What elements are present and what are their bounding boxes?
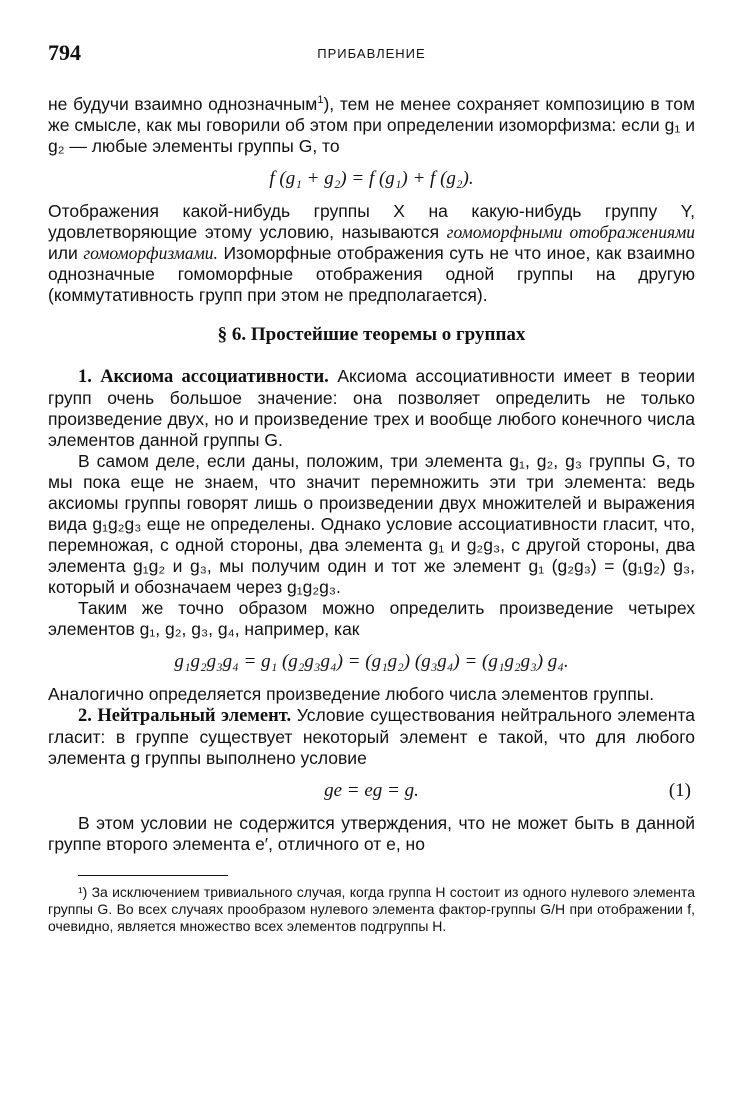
paragraph-1-text-a: не будучи взаимно однозначным (48, 93, 318, 114)
paragraph-2 (48, 201, 695, 306)
paragraph-associativity (48, 366, 695, 451)
term-homomorphic-mappings: гомоморфными отображениями (446, 221, 695, 242)
paragraph-1-text-b: ), тем не менее сохраняет композицию в том же смысле, как мы говорили об этом при определении изоморфизма: если g₁ и g₂ — любые элементы группы G, то (48, 93, 695, 156)
footnote-marker: 1 (317, 94, 324, 106)
paragraph-8: В этом условии не содержится утверждения, что не может быть в данной группе второго элемента e′, отличного от e, но (48, 812, 695, 854)
paragraph-5: Таким же точно образом можно определить произведение четырех элементов g₁, g₂, g₃, g₄, например, как (48, 597, 695, 639)
formula-four-product-expr: g₁g₂g₃g₄ = g₁ (g₂g₃g₄) = (g₁g₂) (g₃g₄) = (g₁g₂g₃) g₄. (174, 650, 569, 672)
paragraph-4: В самом деле, если даны, положим, три элемента g₁, g₂, g₃ группы G, то мы пока еще не знаем, что значит перемножить эти три элемента: ведь аксиомы группы говорят лишь о произведении двух множителей и выражения вида g₁g₂g₃ еще не определены. Однако условие ассоциативности гласит, что, перемножая, с одной стороны, два элемента g₁ и g₂g₃, с другой стороны, два элемента g₁g₂ и g₃, мы получим один и тот же элемент g₁ (g₂g₃) = (g₁g₂) g₃, который и обозначаем через g₁g₂g₃. (48, 450, 695, 597)
page-body (48, 90, 695, 935)
paragraph-2-text-c: Изоморфные отображения суть не что иное, как взаимно однозначные гомоморфные отображения одной группы на другую (коммутативность групп при этом не предполагается). (48, 242, 695, 305)
page-number: 794 (48, 40, 81, 65)
footnote-text: За исключением тривиального случая, когда группа H состоит из одного нулевого элемента группы G. Во всех случаях прообразом нулевого элемента фактор-группы G/H при отображении f, очевидно, является множество всех элементов подгруппы H. (48, 883, 695, 934)
paragraph-1 (48, 90, 695, 157)
page-header (48, 40, 695, 74)
paragraph-6: Аналогично определяется произведение любого числа элементов группы. (48, 683, 655, 704)
paragraph-neutral-text: Условие существования нейтрального элемента гласит: в группе существует некоторый элемент e такой, что для любого элемента g группы выполнено условие (48, 704, 695, 768)
formula-homomorphism-expr: f (g₁ + g₂) = f (g₁) + f (g₂). (269, 167, 474, 189)
formula-homomorphism (48, 167, 695, 191)
formula-neutral (48, 779, 695, 803)
running-head: ПРИБАВЛЕНИЕ (317, 46, 426, 61)
formula-four-product (48, 650, 695, 674)
paragraph-associativity-text: Аксиома ассоциативности имеет в теории групп очень большое значение: она позволяет определить не только произведение двух, но и произведение трех и вообще любого конечного числа элементов данной группы G. (48, 365, 695, 450)
paragraph-2-text-a: Отображения какой-нибудь группы X на какую-нибудь группу Y, удовлетворяющие этому условию, называются (48, 200, 695, 242)
formula-neutral-expr: ge = eg = g. (324, 779, 419, 801)
footnote-divider (78, 875, 228, 876)
subhead-neutral-element: 2. Нейтральный элемент. (78, 705, 292, 726)
footnote (48, 884, 695, 935)
paragraph-2-text-b: или (48, 242, 84, 263)
footnote-marker-bottom: ¹) (78, 883, 88, 900)
subhead-associativity: 1. Аксиома ассоциативности. (78, 366, 329, 387)
formula-number: (1) (668, 779, 691, 801)
paragraph-neutral (48, 705, 695, 769)
section-heading: § 6. Простейшие теоремы о группах (217, 323, 526, 345)
term-homomorphisms: гомоморфизмами. (83, 242, 218, 263)
